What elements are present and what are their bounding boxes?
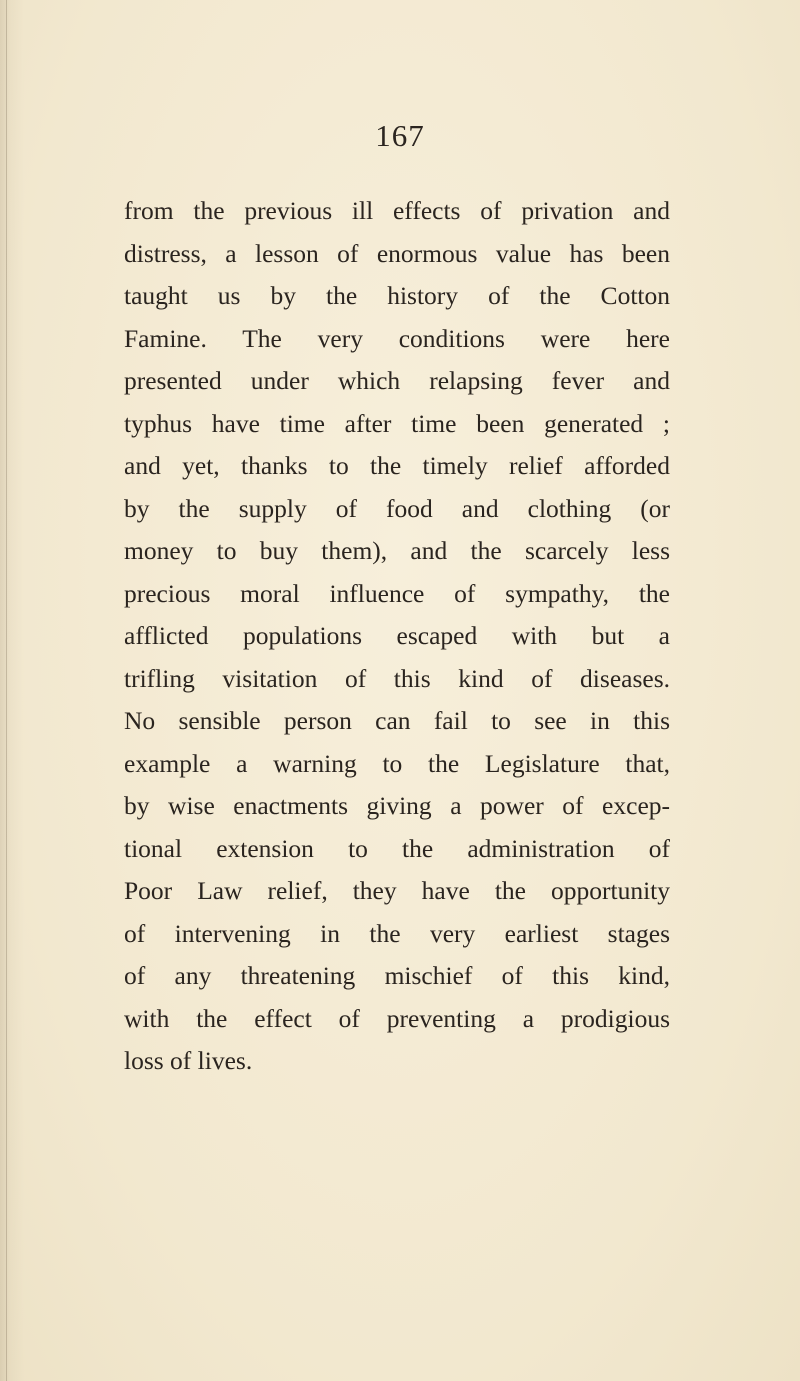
text-line: and yet, thanks to the timely relief afforded [124, 451, 670, 480]
text-line: from the previous ill effects of privation and [124, 196, 670, 225]
text-line: of intervening in the very earliest stages [124, 918, 670, 948]
text-line: precious moral influence of sympathy, the [124, 578, 670, 608]
page-number: 167 [375, 118, 425, 153]
text-line: by wise enactments giving a power of excep- [124, 791, 670, 820]
text-line: Poor Law relief, they have the opportunity [124, 876, 670, 905]
text-line: typhus have time after time been generated ; [124, 408, 670, 438]
text-line-last: loss of lives. [124, 1046, 253, 1075]
text-line: afflicted populations escaped with but a [124, 621, 670, 650]
body-paragraph [124, 190, 670, 1083]
text-line: tional extension to the administration of [124, 833, 670, 863]
text-line: of any threatening mischief of this kind, [124, 961, 670, 990]
text-line: with the effect of preventing a prodigious [124, 1003, 670, 1033]
text-line: distress, a lesson of enormous value has been [124, 238, 670, 268]
text-line: by the supply of food and clothing (or [124, 493, 670, 523]
page-binding-edge [6, 0, 7, 1381]
text-line: presented under which relapsing fever and [124, 366, 670, 395]
text-line: Famine. The very conditions were here [124, 323, 670, 353]
text-line: example a warning to the Legislature that, [124, 748, 670, 778]
text-line: trifling visitation of this kind of diseases. [124, 663, 670, 693]
text-line: taught us by the history of the Cotton [124, 281, 670, 310]
text-line: money to buy them), and the scarcely less [124, 536, 670, 565]
text-line: No sensible person can fail to see in this [124, 706, 670, 735]
